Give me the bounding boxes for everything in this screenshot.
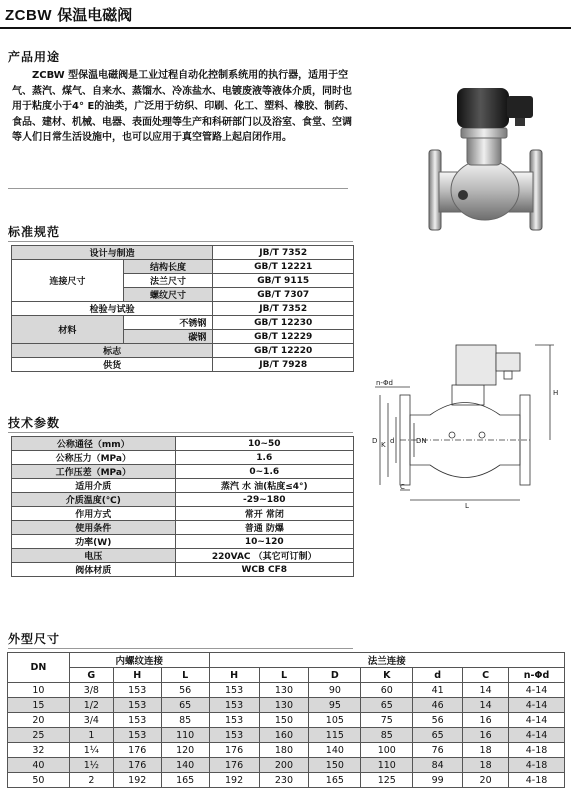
drawing-label-l: L: [465, 502, 469, 510]
section-standards: 标准规范: [8, 225, 61, 239]
valve-photo: [395, 80, 560, 235]
flange-col-header: H: [209, 668, 259, 683]
table-row: 设计与制造 JB/T 7352: [12, 246, 354, 260]
table-row: 作用方式 常开 常闭: [12, 507, 354, 521]
dimensions-table: [7, 652, 565, 788]
flange-col-header: C: [463, 668, 509, 683]
table-row: 检验与试验 JB/T 7352: [12, 302, 354, 316]
standards-table: [11, 245, 354, 372]
section-tech: 技术参数: [8, 416, 61, 430]
drawing-label-dn: DN: [416, 437, 427, 445]
table-row: 介质温度(℃) -29~180: [12, 493, 354, 507]
drawing-label-nphi: n-Φd: [376, 379, 393, 387]
table-row: 公称压力（MPa） 1.6: [12, 451, 354, 465]
table-row: 适用介质 蒸汽 水 油(粘度≤4°): [12, 479, 354, 493]
table-row: 15 1/2 153 65 153 130 95 65 46 14 4-14: [8, 698, 565, 713]
table-row: 20 3/4 153 85 153 150 105 75 56 16 4-14: [8, 713, 565, 728]
flange-col-header: K: [361, 668, 413, 683]
product-description: [12, 68, 355, 146]
table-row: 碳钢 GB/T 12229: [12, 330, 354, 344]
table-row: 材料 不锈钢 GB/T 12230: [12, 316, 354, 330]
section-dims: 外型尺寸: [8, 632, 61, 646]
table-row: 工作压差（MPa） 0~1.6: [12, 465, 354, 479]
table-row: 50 2 192 165 192 230 165 125 99 20 4-18: [8, 773, 565, 788]
flange-col-header: L: [259, 668, 309, 683]
drawing-label-k: K: [381, 441, 386, 449]
tech-table: [11, 436, 354, 577]
table-row: 电压 220VAC （其它可订制）: [12, 549, 354, 563]
table-row: 25 1 153 110 153 160 115 85 65 16 4-14: [8, 728, 565, 743]
table-row: 10 3/8 153 56 153 130 90 60 41 14 4-14: [8, 683, 565, 698]
table-row: 公称通径（mm） 10~50: [12, 437, 354, 451]
table-row: 螺纹尺寸 GB/T 7307: [12, 288, 354, 302]
table-row: 法兰尺寸 GB/T 9115: [12, 274, 354, 288]
page-title: [5, 4, 132, 25]
thread-col-header: H: [113, 668, 161, 683]
table-row: [8, 668, 565, 683]
table-row: 32 1¼ 176 120 176 180 140 100 76 18 4-18: [8, 743, 565, 758]
usage-divider: [8, 188, 348, 189]
table-row: 阀体材质 WCB CF8: [12, 563, 354, 577]
title-divider: [0, 27, 571, 29]
flange-col-header: n-Φd: [509, 668, 565, 683]
description-text: ZCBW 型保温电磁阀是工业过程自动化控制系统用的执行器，适用于空气、蒸汽、煤气、自来水、蒸馏水、冷冻盐水、电镀废液等液体介质，同时也用于粘度小于4° E的油类，广泛用于纺织、印刷、化工、塑料、橡胶、制药、食品、建材、机械、电器、表面处理等生产和科研部门以及浴室、食堂、空调等人们日常生活设施中，也可以应用于真空管路上起启闭作用。: [12, 70, 355, 143]
product-title: 保温电磁阀: [57, 6, 133, 24]
thread-group-header: 内螺纹连接: [69, 653, 209, 668]
tech-divider: [8, 432, 353, 433]
table-row: 供货 JB/T 7928: [12, 358, 354, 372]
flange-col-header: D: [309, 668, 361, 683]
table-row: 功率(W) 10~120: [12, 535, 354, 549]
thread-col-header: G: [69, 668, 113, 683]
drawing-label-d: d: [390, 437, 395, 445]
flange-group-header: 法兰连接: [209, 653, 564, 668]
table-row: 使用条件 普通 防爆: [12, 521, 354, 535]
thread-col-header: L: [161, 668, 209, 683]
drawing-label-h: H: [553, 389, 559, 397]
dn-header: DN: [8, 653, 70, 683]
table-row: 连接尺寸 结构长度 GB/T 12221: [12, 260, 354, 274]
flange-col-header: d: [413, 668, 463, 683]
table-row: [8, 653, 565, 668]
dims-divider: [8, 648, 353, 649]
drawing-label-c: C: [400, 483, 405, 491]
standards-divider: [8, 241, 353, 242]
drawing-label-d-outer: D: [372, 437, 378, 445]
section-usage: 产品用途: [8, 50, 61, 64]
brand-name: ZCBW: [5, 7, 52, 24]
valve-drawing: [370, 335, 565, 510]
table-row: 40 1½ 176 140 176 200 150 110 84 18 4-18: [8, 758, 565, 773]
table-row: 标志 GB/T 12220: [12, 344, 354, 358]
